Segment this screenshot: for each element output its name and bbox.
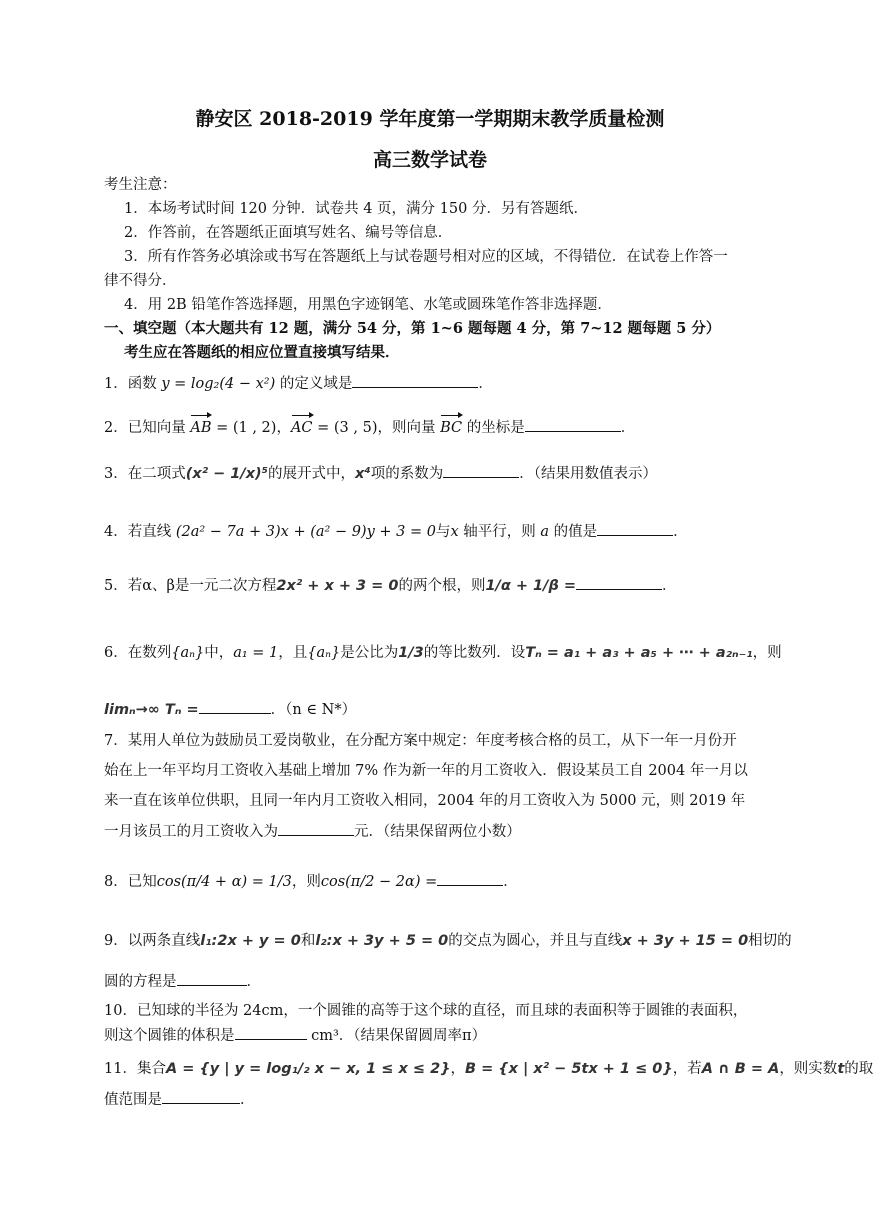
q9-period: ． [246, 974, 261, 990]
notice-item-3-cont: 律不得分． [104, 273, 177, 289]
q6-text: 6．在数列 [104, 645, 172, 661]
question-3 [104, 462, 770, 485]
q5-reciprocal-sum: 1/α + 1/β = [485, 578, 577, 594]
q6-sequence-2: {aₙ} [307, 645, 341, 661]
question-7-line-4 [104, 820, 770, 843]
q11-set-a: A = {y | y = log₁/₂ x − x, 1 ≤ x ≤ 2} [165, 1061, 451, 1077]
q11-condition: A ∩ B = A [701, 1061, 780, 1077]
q6-first-term: a₁ = 1 [233, 645, 279, 661]
q2-ac-value: = (3 , 5)，则向量 [312, 420, 441, 436]
question-6-cont [104, 698, 770, 721]
q5-text-mid: 的两个根，则 [398, 578, 486, 594]
q10-text-end: 则这个圆锥的体积是 [104, 1028, 235, 1044]
q1-answer-blank[interactable] [352, 372, 478, 388]
vector-ab: AB [190, 417, 211, 439]
q6-answer-blank[interactable] [199, 698, 271, 714]
q9-line-l2: l₂:x + 3y + 5 = 0 [315, 933, 449, 949]
q2-text-end: 的坐标是 [462, 420, 525, 436]
q7-text-end: 一月该员工的月工资收入为 [104, 824, 278, 840]
q3-text-mid: 的展开式中， [268, 466, 356, 482]
q2-answer-blank[interactable] [525, 416, 621, 432]
q8-text-mid: ，则 [291, 874, 321, 890]
q3-binomial: (x² − 1/x)⁵ [185, 466, 269, 482]
q11-text-tail2: 的取 [844, 1061, 873, 1077]
q5-text-end: ． [662, 578, 677, 594]
q2-ab-value: = (1 , 2)， [211, 420, 291, 436]
vector-ac: AC [291, 417, 313, 439]
question-4: 4．若直线 (2a² − 7a + 3)x + (a² − 9)y + 3 = 0与x 轴平行，则 a 的值是 ． [104, 520, 770, 543]
q1-formula: y = log₂(4 − x²) [161, 376, 276, 392]
q6-tn-definition: Tₙ = a₁ + a₃ + a₅ + ⋯ + a₂ₙ₋₁ [525, 645, 753, 661]
q9-text: 9．以两条直线 [104, 933, 201, 949]
q6-text-mid3: 是公比为 [340, 645, 399, 661]
q11-text: 11．集合 [104, 1061, 166, 1077]
q5-text: 5．若α、β是一元二次方程 [104, 578, 277, 594]
q3-term: x⁴ [355, 466, 371, 482]
q8-text-end: ． [503, 874, 518, 890]
question-10-line-2 [104, 1024, 770, 1047]
q2-text: 2．已知向量 [104, 420, 191, 436]
question-11-cont [104, 1088, 770, 1111]
q4-line-equation: (2a² − 7a + 3)x + (a² − 9)y + 3 = 0 [175, 524, 436, 540]
q3-answer-blank[interactable] [443, 462, 519, 478]
vector-bc: BC [440, 417, 462, 439]
q11-text-end: 值范围是 [104, 1092, 162, 1108]
q3-text: 3．在二项式 [104, 466, 186, 482]
q11-period: ． [240, 1092, 255, 1108]
question-1: 1．函数 y = log₂(4 − x²) 的定义域是 ． [104, 372, 770, 395]
q6-text-tail: ，则 [752, 645, 782, 661]
notice-heading: 考生注意： [104, 177, 177, 193]
question-7-line-1: 7．某用人单位为鼓励员工爱岗敬业，在分配方案中规定：年度考核合格的员工，从下一年一月份开 [104, 733, 737, 749]
section-instruction: 考生应在答题纸的相应位置直接填写结果． [124, 344, 400, 361]
q10-unit-note: cm³．（结果保留圆周率π） [306, 1028, 487, 1044]
question-11 [104, 1058, 873, 1080]
q11-set-b: B = {x | x² − 5tx + 1 ≤ 0} [465, 1061, 673, 1077]
q4-a: a [540, 524, 550, 540]
notice-item-4: 4．用 2B 铅笔作答选择题，用黑色字迹钢笔、水笔或圆珠笔作答非选择题． [124, 297, 612, 313]
q3-text-end: 项的系数为 [370, 466, 444, 482]
q6-condition: ．（n ∈ N*） [270, 702, 357, 718]
q6-text-mid1: 中， [204, 645, 234, 661]
section-heading: 一、填空题（本大题共有 12 题，满分 54 分，第 1~6 题每题 4 分，第 7~12 题每题 5 分） [104, 320, 721, 337]
q4-text-end: 的值是 [549, 524, 598, 540]
q3-note: ．（结果用数值表示） [519, 466, 657, 482]
q11-t: t [837, 1061, 845, 1077]
q6-text-mid2: ，且 [278, 645, 308, 661]
q1-text: 1．函数 [104, 376, 162, 392]
q5-answer-blank[interactable] [576, 574, 662, 590]
q9-text-mid: 的交点为圆心，并且与直线 [448, 933, 623, 949]
question-9 [104, 930, 792, 952]
q4-x: x [450, 524, 459, 540]
q8-ask: cos(π/2 − 2α) = [320, 874, 438, 890]
q9-line-l1: l₁:2x + y = 0 [200, 933, 301, 949]
question-8 [104, 870, 770, 893]
q11-text-mid: ，若 [672, 1061, 702, 1077]
question-5 [104, 574, 770, 597]
q6-limit: limₙ→∞ Tₙ = [104, 702, 199, 718]
notice-item-2: 2．作答前，在答题纸正面填写姓名、编号等信息． [124, 225, 453, 241]
q9-text-tail: 相切的 [748, 933, 792, 949]
q9-and: 和 [300, 933, 316, 949]
q5-quadratic: 2x² + x + 3 = 0 [276, 578, 399, 594]
q9-answer-blank[interactable] [177, 970, 247, 986]
q1-text-end: 的定义域是 [275, 376, 353, 392]
q8-given: cos(π/4 + α) = 1/3 [156, 874, 292, 890]
q11-text-tail: ，则实数 [779, 1061, 838, 1077]
q7-note: 元．（结果保留两位小数） [354, 824, 521, 840]
q9-text-end: 圆的方程是 [104, 974, 177, 990]
q7-answer-blank[interactable] [278, 820, 354, 836]
question-7-line-2: 始在上一年平均月工资收入基础上增加 7% 作为新一年的月工资收入．假设某员工自 2004 年一月以 [104, 763, 748, 779]
question-10-line-1: 10．已知球的半径为 24cm，一个圆锥的高等于这个球的直径，而且球的表面积等于圆锥的表面积， [104, 1003, 748, 1019]
question-7-line-3: 来一直在该单位供职，且同一年内月工资收入相同，2004 年的月工资收入为 5000 元，则 2019 年 [104, 793, 746, 809]
q8-text: 8．已知 [104, 874, 157, 890]
q6-sequence: {aₙ} [171, 645, 205, 661]
q4-text: 4．若直线 [104, 524, 176, 540]
q6-ratio: 1/3 [398, 645, 424, 661]
question-6 [104, 642, 782, 664]
q4-answer-blank[interactable] [597, 520, 673, 536]
question-9-cont [104, 970, 770, 993]
q4-text-mid: 与 [435, 524, 451, 540]
q11-comma: ， [450, 1061, 465, 1077]
q9-tangent-line: x + 3y + 15 = 0 [622, 933, 749, 949]
q4-text-mid2: 轴平行，则 [458, 524, 541, 540]
question-2: 2．已知向量 AB = (1 , 2)，AC = (3 , 5)，则向量 BC 的坐标是 ． [104, 416, 770, 439]
notice-item-1: 1．本场考试时间 120 分钟．试卷共 4 页，满分 150 分．另有答题纸． [124, 201, 588, 217]
q11-answer-blank[interactable] [162, 1088, 240, 1104]
q10-answer-blank[interactable] [235, 1024, 307, 1040]
q6-text-mid4: 的等比数列．设 [423, 645, 526, 661]
exam-subtitle: 高三数学试卷 [372, 149, 487, 171]
exam-title: 静安区 2018-2019 学年度第一学期期末教学质量检测 [195, 108, 665, 130]
q8-answer-blank[interactable] [437, 870, 503, 886]
notice-item-3: 3．所有作答务必填涂或书写在答题纸上与试卷题号相对应的区域，不得错位．在试卷上作答一 [124, 249, 728, 265]
